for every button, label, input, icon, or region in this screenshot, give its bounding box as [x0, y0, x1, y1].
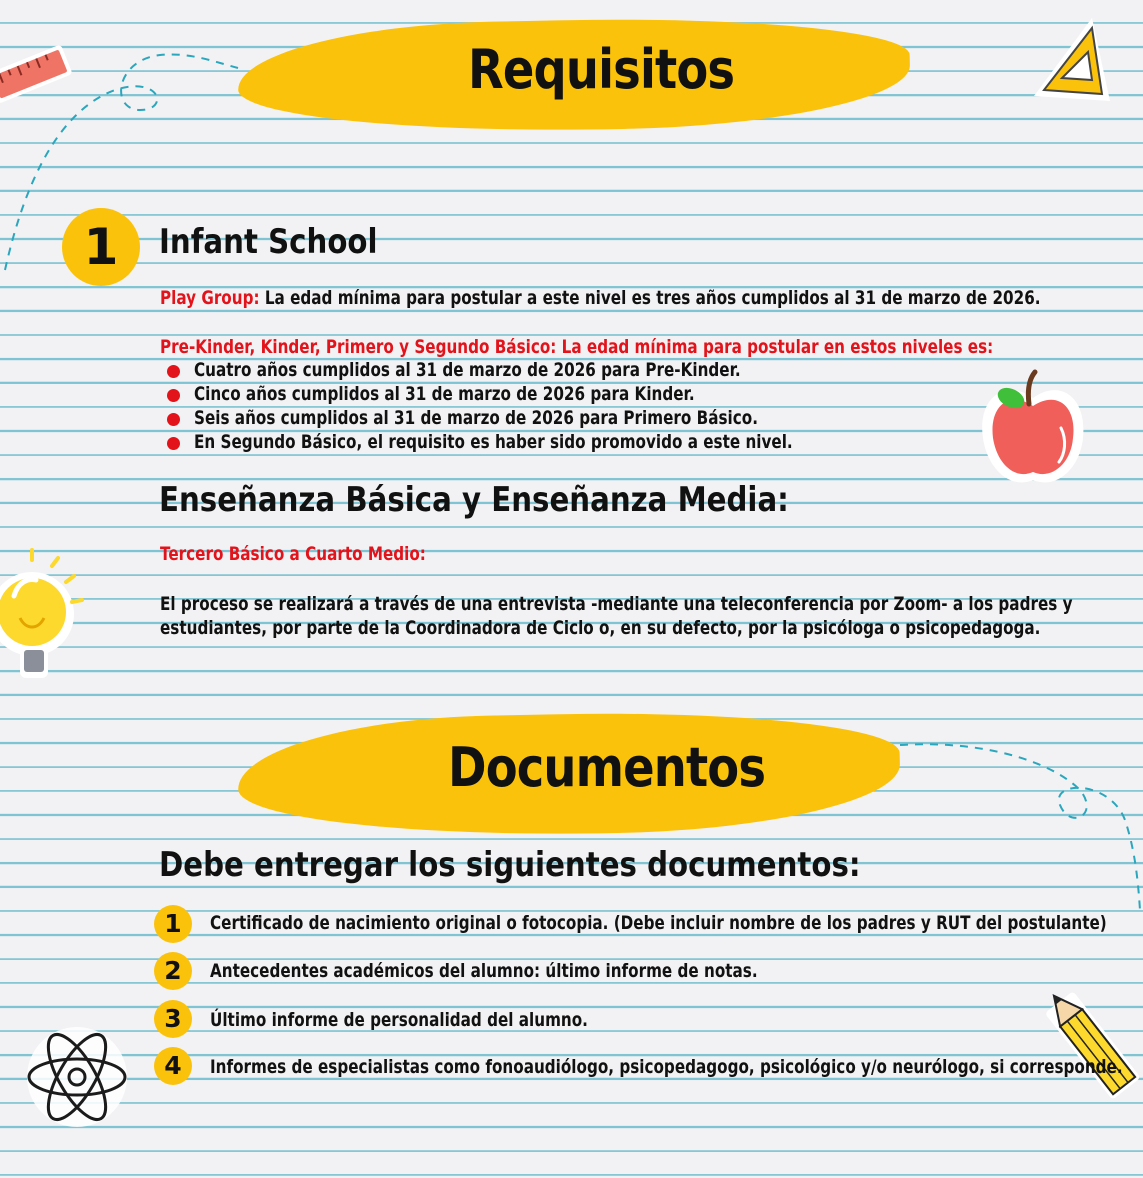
- light-bulb-icon: [0, 552, 82, 692]
- document-number-badge: 3: [154, 1000, 192, 1038]
- document-item: Antecedentes académicos del alumno: último informe de notas.: [210, 960, 758, 982]
- prek-heading: Pre-Kinder, Kinder, Primero y Segundo Básico: La edad mínima para postular en estos niveles es:: [160, 336, 994, 358]
- basica-media-sub-label: Tercero Básico a Cuarto Medio:: [160, 543, 426, 565]
- document-number-badge: 2: [154, 952, 192, 990]
- play-group-line: [160, 287, 1041, 309]
- document-item: Último informe de personalidad del alumno.: [210, 1009, 588, 1031]
- basica-media-paragraph-line-2: estudiantes, por parte de la Coordinadora de Ciclo o, en su defecto, por la psicóloga o psicopedagoga.: [160, 617, 1041, 639]
- bullet-dot: [167, 437, 180, 450]
- basica-media-heading: Enseñanza Básica y Enseñanza Media:: [159, 480, 789, 520]
- play-group-text: La edad mínima para postular a este nivel es tres años cumplidos al 31 de marzo de 2026.: [264, 287, 1041, 309]
- triangle-ruler-icon: [1032, 16, 1112, 106]
- bullet-dot: [167, 413, 180, 426]
- requisitos-title: Requisitos: [468, 38, 735, 101]
- documentos-subtitle: Debe entregar los siguientes documentos:: [159, 845, 861, 885]
- pencil-icon: [1040, 980, 1143, 1120]
- section-number-badge: 1: [62, 208, 140, 286]
- document-item: Informes de especialistas como fonoaudiólogo, psicopedagogo, psicológico y/o neurólogo, si corresponde.: [210, 1056, 1123, 1078]
- bullet-dot: [167, 365, 180, 378]
- infant-school-heading: Infant School: [159, 222, 378, 262]
- ruler-icon: [0, 40, 70, 110]
- document-number-badge: 4: [154, 1047, 192, 1085]
- play-group-label: Play Group:: [160, 287, 260, 309]
- bullet-item: En Segundo Básico, el requisito es haber sido promovido a este nivel.: [194, 431, 793, 453]
- bullet-item: Cinco años cumplidos al 31 de marzo de 2026 para Kinder.: [194, 383, 695, 405]
- atom-icon: [22, 1022, 132, 1132]
- bullet-item: Cuatro años cumplidos al 31 de marzo de 2026 para Pre-Kinder.: [194, 359, 741, 381]
- document-number-badge: 1: [154, 905, 192, 943]
- documentos-title: Documentos: [448, 736, 766, 799]
- bullet-item: Seis años cumplidos al 31 de marzo de 2026 para Primero Básico.: [194, 407, 758, 429]
- bullet-dot: [167, 389, 180, 402]
- apple-icon: [975, 368, 1095, 498]
- document-item: Certificado de nacimiento original o fotocopia. (Debe incluir nombre de los padres y RUT del postulante): [210, 912, 1107, 934]
- basica-media-paragraph-line-1: El proceso se realizará a través de una entrevista -mediante una teleconferencia por Zoom- a los padres y: [160, 593, 1073, 615]
